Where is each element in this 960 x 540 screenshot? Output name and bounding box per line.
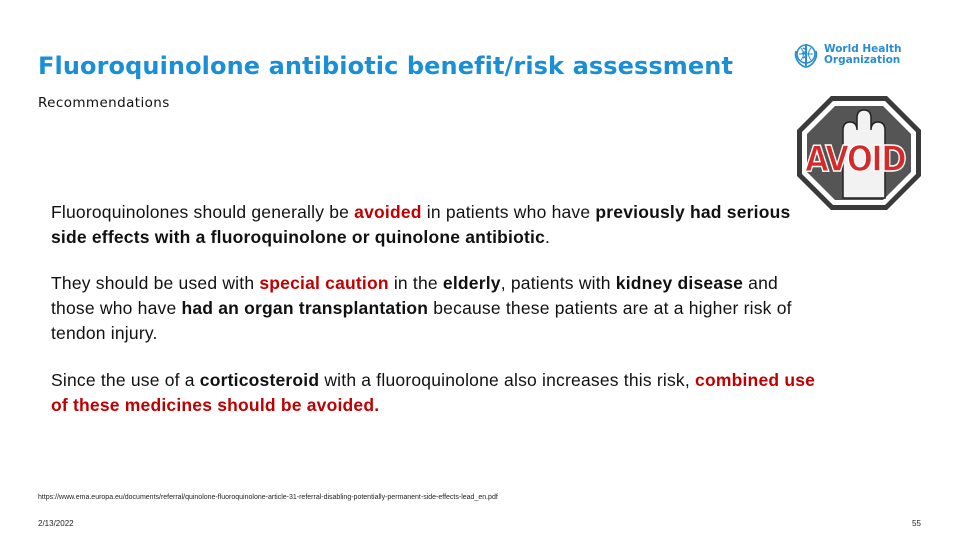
avoid-sign-text: AVOID bbox=[805, 139, 906, 180]
avoid-stop-sign-icon bbox=[795, 94, 923, 212]
p1-text: . bbox=[545, 227, 551, 247]
p1-bold-text: previously had serious side effects with a fluoroquinolone or quinolone antibiotic bbox=[51, 202, 791, 247]
p2-text: in the bbox=[388, 273, 443, 293]
page-title: Fluoroquinolone antibiotic benefit/risk assessment bbox=[38, 52, 734, 80]
p2-bold-kidney: kidney disease bbox=[615, 273, 744, 293]
source-link[interactable]: https://www.ema.europa.eu/documents/referral/quinolone-fluoroquinolone-article-31-referral-disabling-potentially-permanent-side-effects-lead_en.pdf bbox=[38, 494, 498, 501]
p2-bold-elderly: elderly bbox=[442, 273, 501, 293]
p2-bold-transplant: had an organ transplantation bbox=[181, 298, 429, 318]
who-emblem-icon bbox=[792, 41, 820, 69]
p2-special-caution-emphasis: special caution bbox=[259, 273, 389, 293]
p2-text: because these patients are at a higher risk of tendon injury. bbox=[51, 298, 792, 343]
recommendation-paragraph-3 bbox=[51, 368, 821, 418]
p3-text: with a fluoroquinolone also increases this risk, bbox=[319, 370, 696, 390]
p2-text: , patients with bbox=[500, 273, 616, 293]
p2-text: and those who have bbox=[51, 273, 778, 318]
footer-date: 2/13/2022 bbox=[38, 519, 74, 528]
logo-line-2: Organization bbox=[824, 54, 901, 66]
p3-bold-corticosteroid: corticosteroid bbox=[199, 370, 320, 390]
p1-avoided-emphasis: avoided bbox=[354, 202, 422, 222]
p1-text: Fluoroquinolones should generally be bbox=[51, 202, 355, 222]
page-number: 55 bbox=[912, 519, 921, 528]
p2-text: They should be used with bbox=[51, 273, 260, 293]
recommendation-paragraph-2 bbox=[51, 271, 821, 346]
p1-text: in patients who have bbox=[421, 202, 596, 222]
page-subtitle: Recommendations bbox=[38, 95, 170, 111]
recommendation-paragraph-1 bbox=[51, 200, 821, 250]
logo-line-1: World Health bbox=[824, 43, 902, 55]
p3-combined-use-emphasis: combined use of these medicines should be avoided. bbox=[51, 370, 816, 415]
who-logo bbox=[792, 38, 912, 72]
p3-text: Since the use of a bbox=[51, 370, 200, 390]
